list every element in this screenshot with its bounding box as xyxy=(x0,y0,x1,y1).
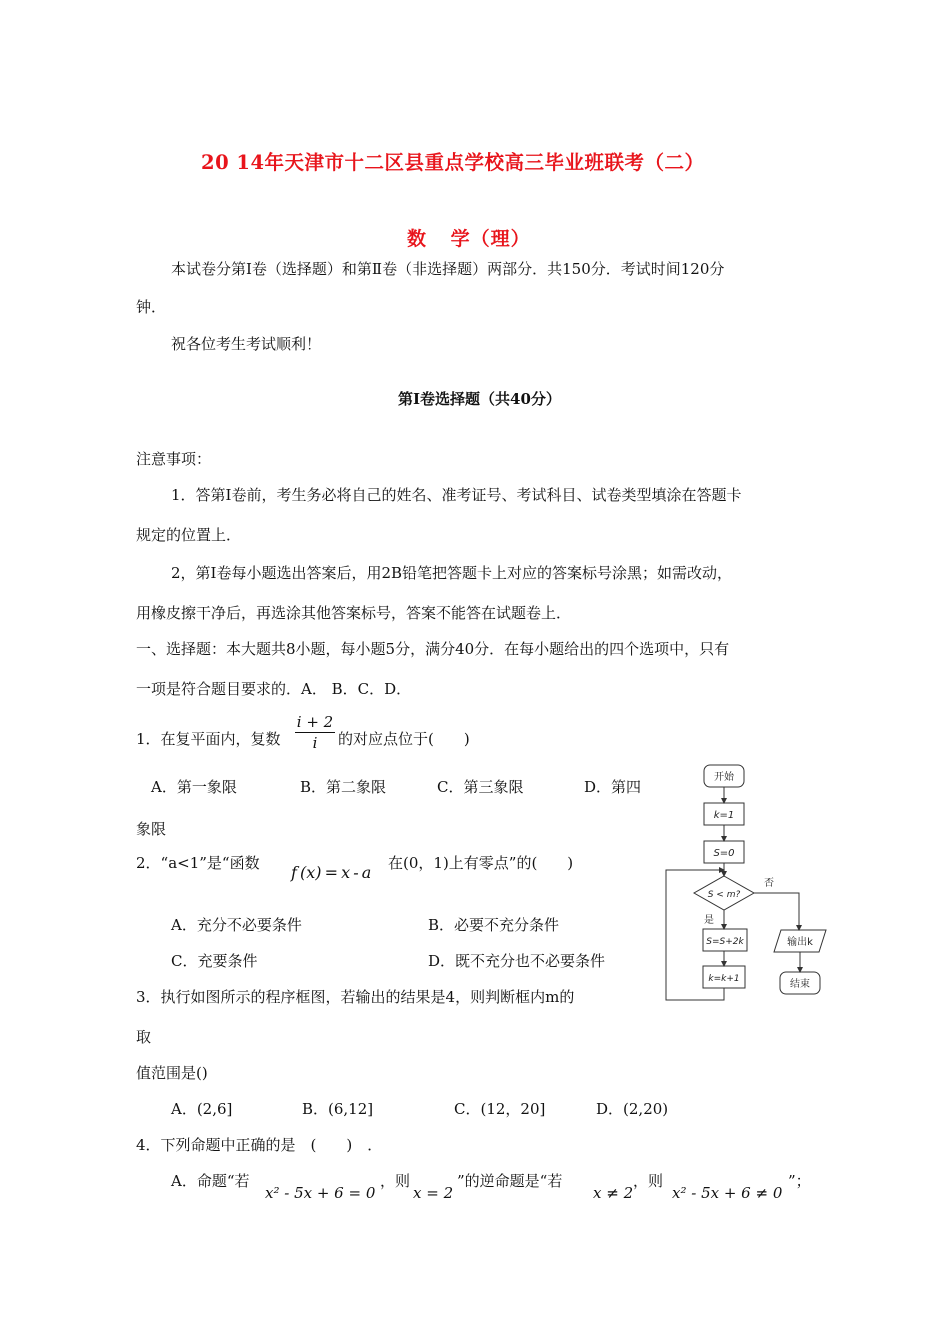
page-title: 20 14年天津市十二区县重点学校高三毕业班联考（二） xyxy=(201,151,705,174)
intro-wish: 祝各位考生考试顺利！ xyxy=(171,335,322,353)
q1-option-d-wrap: 象限 xyxy=(136,820,167,838)
q1-prefix: 1．在复平面内，复数 xyxy=(136,730,281,748)
section-title: 第Ⅰ卷选择题（共40分） xyxy=(398,390,561,408)
q4-formula-2: x = 2 xyxy=(413,1184,454,1202)
q1-fraction-numerator: i + 2 xyxy=(296,713,334,731)
q3-option-a: A．(2,6] xyxy=(171,1100,233,1118)
q1-option-a: A．第一象限 xyxy=(151,778,237,796)
q2-prefix: 2．“a<1”是“函数 xyxy=(136,854,260,872)
q3-stem-wrap-2: 值范围是() xyxy=(136,1064,208,1082)
q1-option-b: B．第二象限 xyxy=(300,778,387,796)
q4-stem: 4．下列命题中正确的是 ( ) ． xyxy=(136,1136,383,1154)
q4-text-converse: ”的逆命题是“若 xyxy=(457,1172,563,1190)
program-flowchart xyxy=(660,755,845,1010)
q4-text-then-2: ，则 xyxy=(633,1172,664,1190)
q2-formula: f (x) = x - a xyxy=(291,863,372,882)
note-2-wrap: 用橡皮擦干净后，再选涂其他答案标号，答案不能答在试题卷上． xyxy=(136,604,572,622)
part1-intro-wrap: 一项是符合题目要求的．A． B．C．D． xyxy=(136,680,412,698)
flowchart-yes-label: 是 xyxy=(704,915,714,926)
flowchart-start-label: 开始 xyxy=(714,772,734,783)
q3-stem: 3．执行如图所示的程序框图，若输出的结果是4，则判断框内m的 xyxy=(136,988,575,1006)
q2-option-b: B．必要不充分条件 xyxy=(428,916,560,934)
q4-formula-4: x² - 5x + 6 ≠ 0 xyxy=(672,1184,783,1202)
flowchart-update-s-label: S=S+2k xyxy=(706,937,744,947)
flowchart-update-k-label: k=k+1 xyxy=(708,974,740,984)
flowchart-init-s-label: S=0 xyxy=(713,848,735,859)
q4-option-a-prefix: A．命题“若 xyxy=(171,1172,250,1190)
note-1: 1．答第Ⅰ卷前，考生务必将自己的姓名、准考证号、考试科目、试卷类型填涂在答题卡 xyxy=(171,486,742,504)
q2-option-c: C．充要条件 xyxy=(171,952,258,970)
flowchart-decision-label: S < m? xyxy=(707,890,741,900)
q4-text-end: ”； xyxy=(788,1172,811,1190)
q3-option-b: B．(6,12] xyxy=(302,1100,374,1118)
q2-option-a: A．充分不必要条件 xyxy=(171,916,302,934)
note-2: 2，第Ⅰ卷每小题选出答案后，用2B铅笔把答题卡上对应的答案标号涂黑；如需改动， xyxy=(171,564,733,582)
flowchart-no-label: 否 xyxy=(764,878,774,889)
q3-option-d: D．(2,20) xyxy=(596,1100,669,1118)
intro-line: 本试卷分第Ⅰ卷（选择题）和第Ⅱ卷（非选择题）两部分．共150分．考试时间120分 xyxy=(171,260,725,278)
q1-option-d: D．第四 xyxy=(584,778,642,796)
q2-option-d: D．既不充分也不必要条件 xyxy=(428,952,606,970)
flowchart-no-branch xyxy=(754,893,799,930)
intro-line-wrap: 钟． xyxy=(136,298,167,316)
q4-formula-1: x² - 5x + 6 = 0 xyxy=(265,1184,376,1202)
flowchart-end-label: 结束 xyxy=(790,979,810,990)
q1-fraction xyxy=(295,712,335,753)
notes-heading: 注意事项： xyxy=(136,450,212,468)
q3-option-c: C．(12，20] xyxy=(454,1100,546,1118)
page-subtitle: 数 学（理） xyxy=(407,228,531,250)
flowchart-output-label: 输出k xyxy=(787,937,813,948)
q1-option-c: C．第三象限 xyxy=(437,778,524,796)
q1-suffix: 的对应点位于( ) xyxy=(338,730,470,748)
flowchart-init-k-label: k=1 xyxy=(713,810,735,821)
q4-formula-3: x ≠ 2 xyxy=(593,1184,634,1202)
q3-stem-wrap: 取 xyxy=(136,1028,152,1046)
note-1-wrap: 规定的位置上． xyxy=(136,526,242,544)
q4-text-then-1: ，则 xyxy=(380,1172,411,1190)
q2-suffix: 在(0，1)上有零点”的( ) xyxy=(388,854,574,872)
q1-fraction-denominator: i xyxy=(312,734,318,752)
part1-intro: 一、选择题：本大题共8小题，每小题5分，满分40分．在每小题给出的四个选项中，只有 xyxy=(136,640,730,658)
